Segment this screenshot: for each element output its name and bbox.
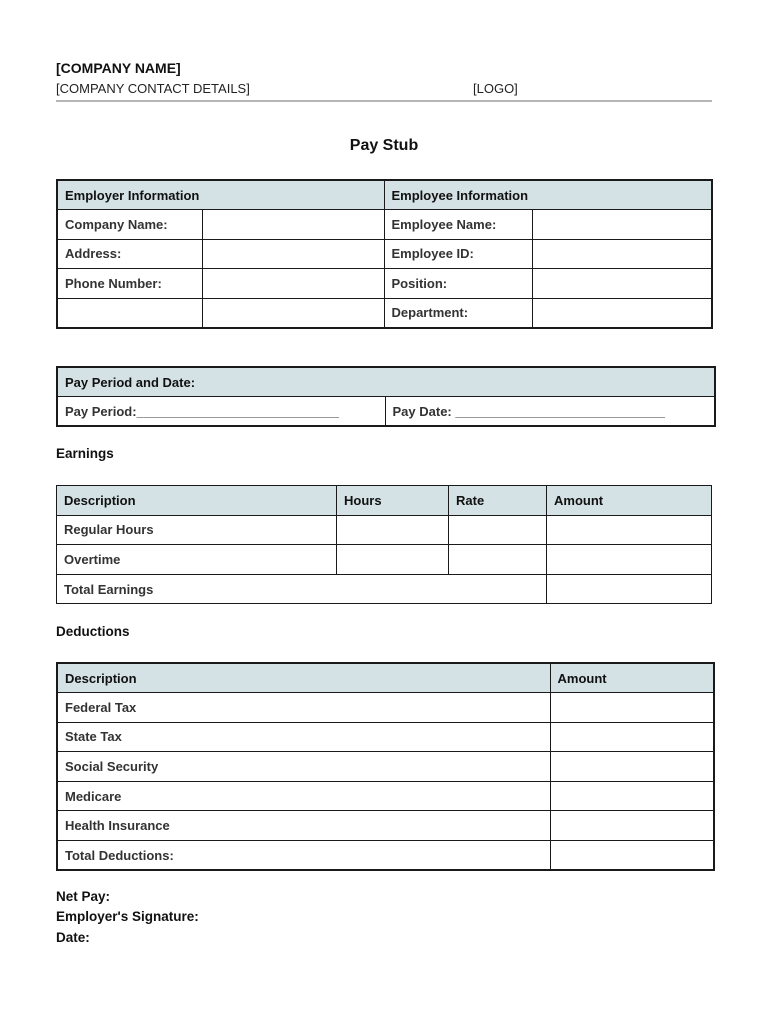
amount-cell[interactable]	[550, 722, 714, 752]
table-row	[57, 693, 714, 723]
total-earnings-label: Total Earnings	[57, 574, 547, 604]
amount-cell[interactable]	[550, 811, 714, 841]
row-label: Health Insurance	[57, 811, 550, 841]
employee-name-field[interactable]	[532, 210, 712, 240]
net-pay-label: Net Pay:	[56, 889, 111, 904]
table-row	[57, 841, 714, 871]
company-contact-details: [COMPANY CONTACT DETAILS]	[56, 81, 250, 96]
deductions-section-title: Deductions	[56, 624, 130, 639]
earnings-table	[56, 485, 712, 604]
info-table	[56, 179, 713, 329]
field-label: Phone Number:	[57, 269, 202, 299]
amount-cell[interactable]	[550, 693, 714, 723]
hours-cell[interactable]	[337, 515, 449, 545]
row-label: Overtime	[57, 545, 337, 575]
rate-cell[interactable]	[449, 515, 547, 545]
column-header: Description	[57, 663, 550, 693]
table-row	[57, 722, 714, 752]
amount-cell[interactable]	[550, 781, 714, 811]
table-row	[57, 574, 712, 604]
table-row	[57, 811, 714, 841]
employee-id-field[interactable]	[532, 239, 712, 269]
logo-placeholder: [LOGO]	[473, 81, 518, 96]
amount-cell[interactable]	[547, 545, 712, 575]
company-name: [COMPANY NAME]	[56, 60, 181, 76]
hours-cell[interactable]	[337, 545, 449, 575]
employer-info-heading: Employer Information	[57, 180, 384, 210]
field-label: Address:	[57, 239, 202, 269]
field-label: Position:	[384, 269, 532, 299]
pay-period-table	[56, 366, 716, 427]
blank-field[interactable]	[202, 298, 384, 328]
pay-period-heading: Pay Period and Date:	[57, 367, 715, 397]
total-earnings-cell[interactable]	[547, 574, 712, 604]
amount-cell[interactable]	[550, 752, 714, 782]
row-label: Social Security	[57, 752, 550, 782]
phone-number-field[interactable]	[202, 269, 384, 299]
column-header: Description	[57, 486, 337, 516]
table-row	[57, 545, 712, 575]
pay-period-field[interactable]: Pay Period:____________________________	[57, 397, 385, 427]
column-header: Amount	[547, 486, 712, 516]
row-label: Medicare	[57, 781, 550, 811]
employer-signature-label: Employer's Signature:	[56, 909, 199, 924]
column-header: Rate	[449, 486, 547, 516]
field-label: Department:	[384, 298, 532, 328]
total-deductions-cell[interactable]	[550, 841, 714, 871]
address-field[interactable]	[202, 239, 384, 269]
row-label: State Tax	[57, 722, 550, 752]
rate-cell[interactable]	[449, 545, 547, 575]
field-label: Company Name:	[57, 210, 202, 240]
earnings-section-title: Earnings	[56, 446, 114, 461]
page-title: Pay Stub	[349, 137, 419, 154]
date-label: Date:	[56, 930, 90, 945]
field-label	[57, 298, 202, 328]
amount-cell[interactable]	[547, 515, 712, 545]
pay-date-field[interactable]: Pay Date: _____________________________	[385, 397, 715, 427]
row-label: Regular Hours	[57, 515, 337, 545]
position-field[interactable]	[532, 269, 712, 299]
deductions-table	[56, 662, 715, 871]
employee-info-heading: Employee Information	[384, 180, 712, 210]
table-row	[57, 752, 714, 782]
field-label: Employee ID:	[384, 239, 532, 269]
field-label: Employee Name:	[384, 210, 532, 240]
row-label: Federal Tax	[57, 693, 550, 723]
row-label: Total Deductions:	[57, 841, 550, 871]
header-divider	[56, 100, 712, 102]
table-row	[57, 515, 712, 545]
company-name-field[interactable]	[202, 210, 384, 240]
column-header: Amount	[550, 663, 714, 693]
department-field[interactable]	[532, 298, 712, 328]
table-row	[57, 781, 714, 811]
column-header: Hours	[337, 486, 449, 516]
